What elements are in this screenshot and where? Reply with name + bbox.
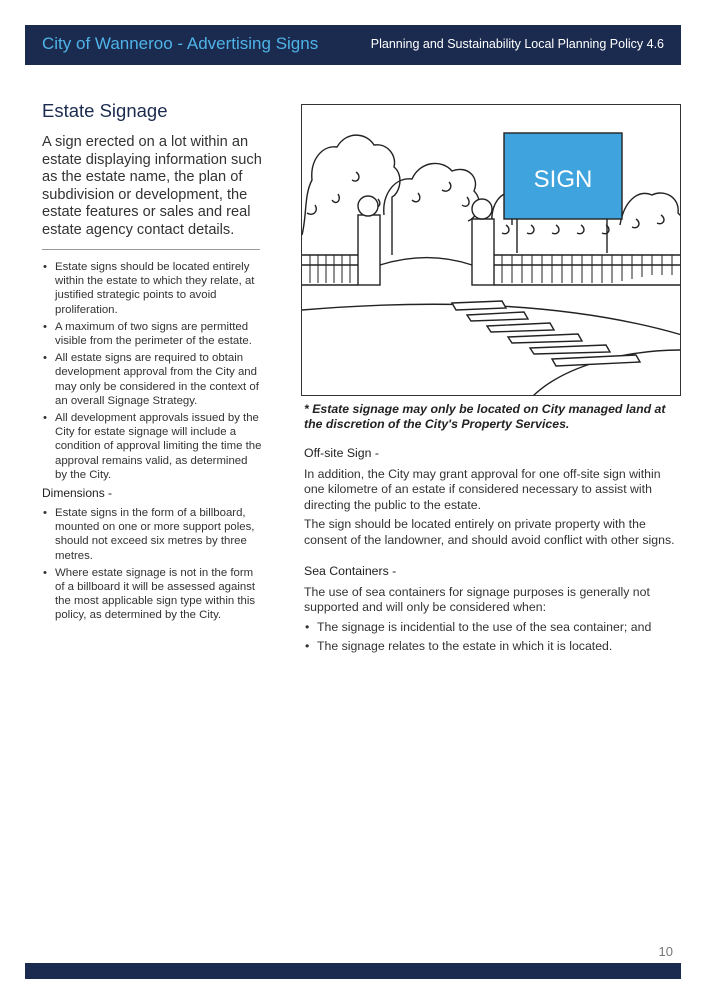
page-footer-bar [25, 963, 681, 979]
page-number: 10 [658, 944, 673, 959]
illustration-svg [302, 105, 681, 396]
dimensions-heading: Dimensions - [42, 486, 113, 501]
list-item: • The signage relates to the estate in which it is located. [304, 639, 680, 654]
section-title: Estate Signage [42, 100, 168, 121]
intro-paragraph: A sign erected on a lot within an estate displaying information such as the estate name, the plan of subdivision or development, the estate features or sales and real estate agency contact details. [42, 134, 262, 238]
right-column [304, 446, 680, 658]
list-item: • Estate signs in the form of a billboard, mounted on one or more support poles, should not exceed six metres by three metres. [42, 506, 262, 563]
sea-containers-paragraph: The use of sea containers for signage purposes is generally not supported and will only be considered when: [304, 585, 650, 615]
illustration-caption: * Estate signage may only be located on City managed land at the discretion of the City's Property Services. [304, 402, 666, 431]
offsite-paragraph-1: In addition, the City may grant approval for one off-site sign within one kilometre of an estate if considered necessary to assist with directing the public to the estate. [304, 467, 661, 512]
estate-bullets [42, 260, 262, 482]
tree-left [302, 135, 400, 255]
right-pillar [472, 219, 494, 285]
left-lamp [358, 196, 378, 216]
policy-label: Planning and Sustainability Local Planning Policy 4.6 [370, 37, 664, 51]
left-pillar [358, 215, 380, 285]
list-item: • A maximum of two signs are permitted visible from the perimeter of the estate. [42, 320, 262, 348]
offsite-heading: Off-site Sign - [304, 446, 379, 460]
sea-containers-heading: Sea Containers - [304, 564, 397, 579]
gate-arch [380, 258, 472, 266]
billboard-text: SIGN [533, 166, 593, 193]
page-header [25, 25, 681, 65]
tree-far-right [620, 193, 681, 225]
crosswalk [452, 301, 640, 366]
list-item: • The signage is incidential to the use of the sea container; and [304, 620, 680, 635]
list-item: • Estate signs should be located entirely within the estate to which they relate, at justified strategic points to avoid proliferation. [42, 260, 262, 317]
left-column [42, 100, 262, 626]
right-lamp [472, 199, 492, 219]
list-item: • All estate signs are required to obtain development approval from the City and may only be considered in the context of an overall Signage Strategy. [42, 351, 262, 408]
document-title: City of Wanneroo - Advertising Signs [42, 34, 319, 53]
estate-sign-illustration [301, 104, 681, 396]
offsite-paragraph-2: The sign should be located entirely on private property with the consent of the landowner, and should avoid conflict with other signs. [304, 517, 675, 547]
divider [42, 249, 260, 250]
sea-containers-bullets [304, 620, 680, 654]
list-item: • All development approvals issued by the City for estate signage will include a condition of approval limiting the time the approval remains valid, as determined by the City. [42, 411, 262, 482]
dimension-bullets [42, 506, 262, 623]
list-item: • Where estate signage is not in the form of a billboard it will be assessed against the most applicable sign type within this policy, as determined by the City. [42, 566, 262, 623]
